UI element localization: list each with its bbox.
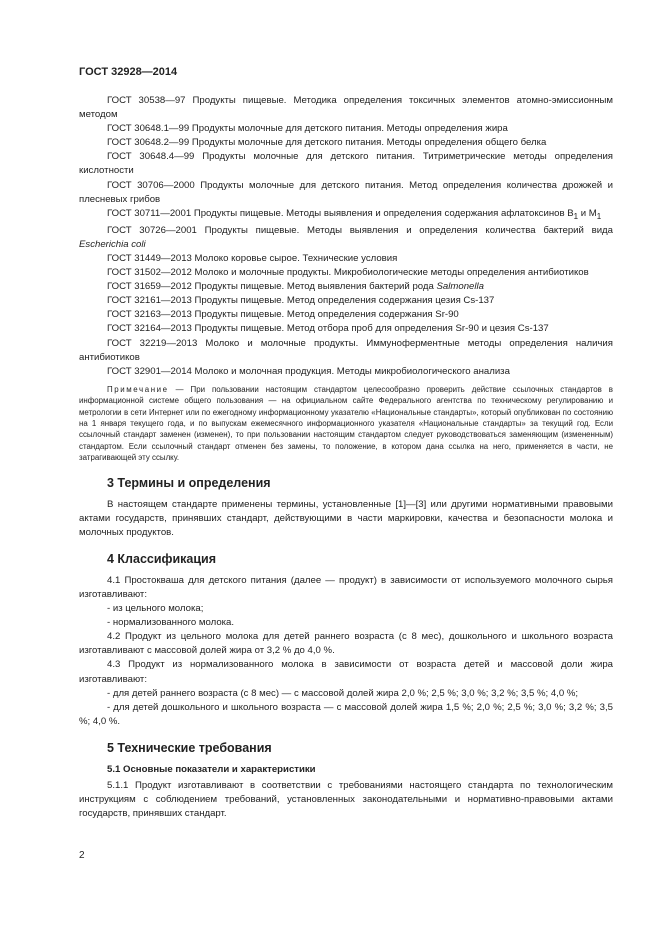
species-name: Escherichia coli xyxy=(79,238,146,250)
reference-text: ГОСТ 30726—2001 Продукты пищевые. Методы выявления и определения количества бактерий вида xyxy=(107,224,613,236)
section-3-text: В настоящем стандарте применены термины, установленные [1]—[3] или другими нормативными правовыми актами государств, принявших стандарт, действующими в части маркировки, качества и безопасности молока и молочных продуктов. xyxy=(79,498,613,538)
subscript: 1 xyxy=(573,211,579,221)
reference-item: ГОСТ 32163—2013 Продукты пищевые. Метод определения содержания Sr-90 xyxy=(107,309,459,321)
clause-4-3: 4.3 Продукт из нормализованного молока в зависимости от возраста детей и массовой доли жира изготавливают: xyxy=(79,659,613,685)
reference-item: ГОСТ 31502—2012 Молоко и молочные продукты. Микробиологические методы определения антибиотиков xyxy=(107,267,589,279)
clause-5-1-1: 5.1.1 Продукт изготавливают в соответствии с требованиями настоящего стандарта по технологическим инструкциям с соблюдением требований, установленных законодательными и нормативно-правовыми актами государств, принявших стандарт. xyxy=(79,779,613,820)
list-item: - нормализованного молока. xyxy=(107,617,235,629)
list-item: - для детей дошкольного и школьного возраста — с массовой долей жира 1,5 %; 2,0 %; 2,5 %; 3,0 %; 3,2 %; 3,5 %; 4,0 %. xyxy=(79,701,613,727)
section-3-title: 3 Термины и определения xyxy=(107,475,271,490)
reference-text: ГОСТ 30711—2001 Продукты пищевые. Методы выявления и определения содержания афлатоксинов B xyxy=(107,207,574,219)
document-body xyxy=(79,94,613,821)
reference-item: ГОСТ 31449—2013 Молоко коровье сырое. Технические условия xyxy=(107,252,398,264)
reference-item: ГОСТ 32219—2013 Молоко и молочные продукты. Иммуноферментные методы определения наличия антибиотиков xyxy=(79,337,613,363)
section-5-title: 5 Технические требования xyxy=(107,740,272,755)
reference-text: и M xyxy=(578,207,597,219)
reference-item-ecoli xyxy=(79,224,613,252)
reference-item: ГОСТ 32901—2014 Молоко и молочная продукция. Методы микробиологического анализа xyxy=(107,365,510,377)
reference-item: ГОСТ 30706—2000 Продукты молочные для детского питания. Метод определения количества дрожжей и плесневых грибов xyxy=(79,179,613,205)
note-text xyxy=(79,384,613,464)
note-body: — При пользовании настоящим стандартом целесообразно проверить действие ссылочных стандартов в информационной системе общего пользования — на официальном сайте Федерального агентства по техническому регулированию и метрологии в сети Интернет или по ежегодному информационному указателю «Национальные стандарты», который опубликован по состоянию на 1 января текущего года, и по выпускам ежемесячного информационного указателя «Национальные стандарты» за текущий год. Если ссылочный стандарт заменен (изменен), то при пользовании настоящим стандартом следует руководствоваться заменяющим (измененным) стандартом. Если ссылочный стандарт отменен без замены, то положение, в котором дана ссылка на него, применяется в части, не затрагивающей эту ссылку. xyxy=(79,384,613,463)
reference-item: ГОСТ 30648.2—99 Продукты молочные для детского питания. Методы определения общего белка xyxy=(107,137,547,149)
subsection-5-1-title: 5.1 Основные показатели и характеристики xyxy=(107,763,316,775)
reference-item-salmonella xyxy=(79,280,613,294)
genus-name: Salmonella xyxy=(436,281,484,293)
reference-text: ГОСТ 31659—2012 Продукты пищевые. Метод выявления бактерий рода xyxy=(107,281,437,293)
reference-item-aflatoxin xyxy=(79,207,613,224)
reference-item: ГОСТ 32161—2013 Продукты пищевые. Метод определения содержания цезия Cs-137 xyxy=(107,295,495,307)
note-block xyxy=(79,384,613,464)
clause-4-1: 4.1 Простокваша для детского питания (далее — продукт) в зависимости от используемого молочного сырья изготавливают: xyxy=(79,574,613,600)
list-item: - для детей раннего возраста (с 8 мес) — с массовой долей жира 2,0 %; 2,5 %; 3,0 %; 3,2 %; 3,5 %; 4,0 %; xyxy=(107,687,579,699)
reference-item: ГОСТ 30538—97 Продукты пищевые. Методика определения токсичных элементов атомно-эмиссионным методом xyxy=(79,95,613,121)
list-item: - из цельного молока; xyxy=(107,603,204,615)
page-number: 2 xyxy=(79,850,85,861)
reference-item: ГОСТ 30648.4—99 Продукты молочные для детского питания. Титриметрические методы определения кислотности xyxy=(79,151,613,177)
clause-4-2: 4.2 Продукт из цельного молока для детей раннего возраста (с 8 мес), дошкольного и школьного возраста изготавливают с массовой долей жира от 3,2 % до 4,0 %. xyxy=(79,631,613,657)
reference-item: ГОСТ 32164—2013 Продукты пищевые. Метод отбора проб для определения Sr-90 и цезия Cs-137 xyxy=(107,323,549,335)
page-header: ГОСТ 32928—2014 xyxy=(79,66,178,78)
subscript: 1 xyxy=(596,211,602,221)
note-label: Примечание xyxy=(107,384,169,394)
section-4-title: 4 Классификация xyxy=(107,551,217,566)
reference-item: ГОСТ 30648.1—99 Продукты молочные для детского питания. Методы определения жира xyxy=(107,123,508,135)
